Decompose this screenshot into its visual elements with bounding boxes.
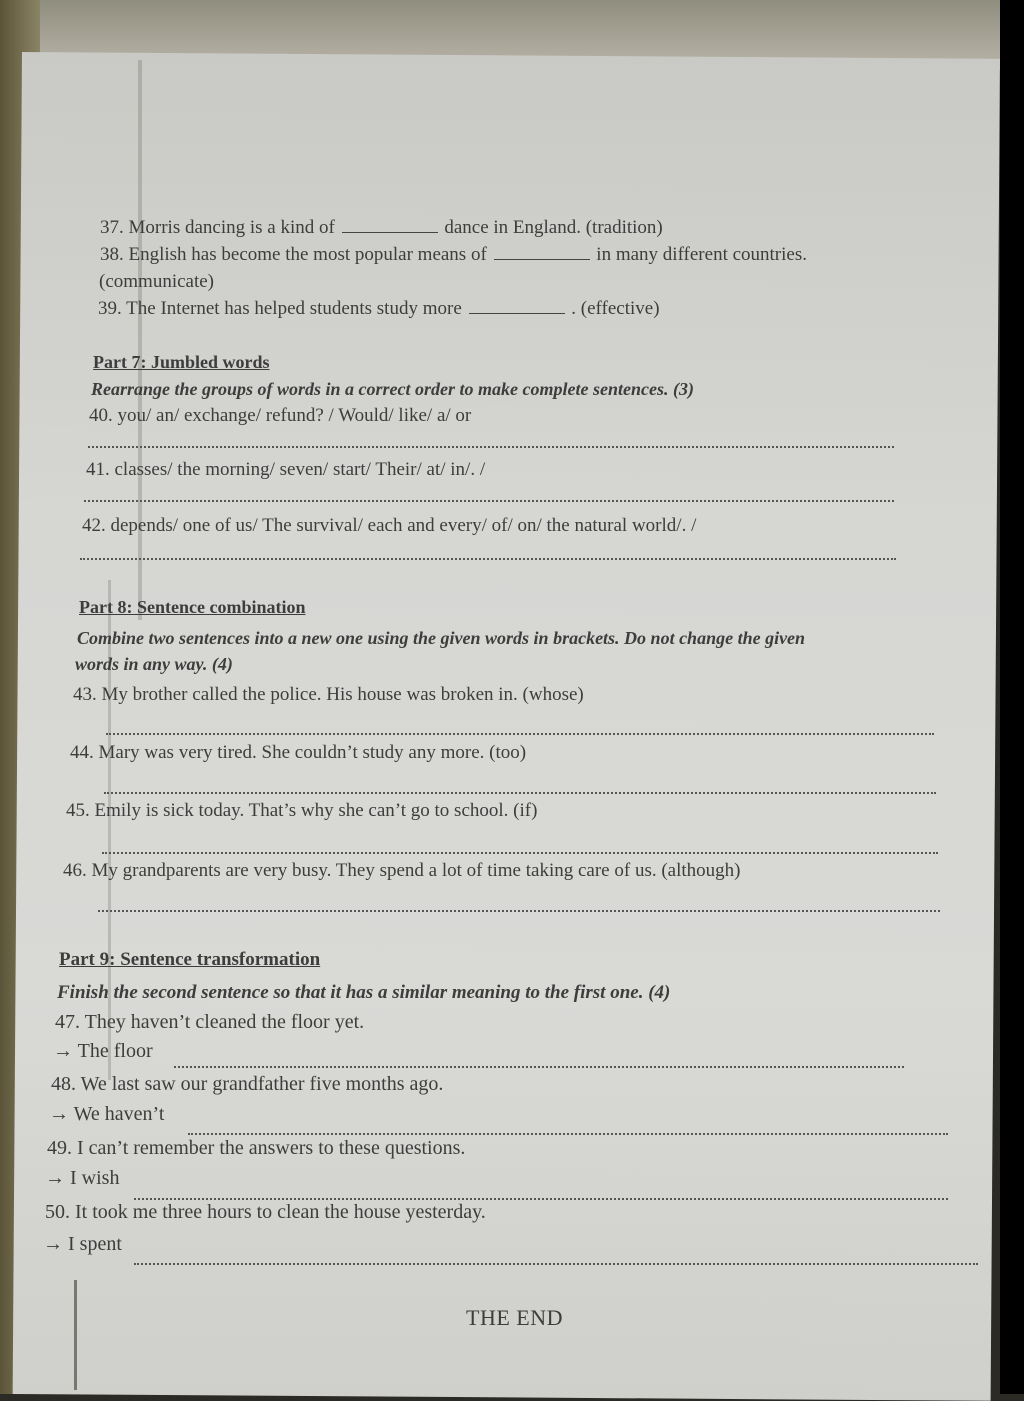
question-text: We last saw our grandfather five months ago. <box>80 1073 444 1095</box>
answer-line[interactable] <box>134 1198 948 1200</box>
question-text: classes/ the morning/ seven/ start/ Their/ at/ in/. / <box>114 459 486 480</box>
question-number: 50. <box>45 1201 70 1223</box>
question-41 <box>86 459 485 481</box>
question-38-continued: (communicate) <box>99 271 215 292</box>
question-text: English has become the most popular means of <box>128 244 487 265</box>
question-text: dance in England. (tradition) <box>444 217 663 238</box>
section-instruction: Rearrange the groups of words in a correct order to make complete sentences. (3) <box>91 379 694 399</box>
section-heading-part9: Part 9: Sentence transformation <box>59 949 321 970</box>
answer-blank[interactable] <box>494 245 590 260</box>
question-37 <box>100 217 663 239</box>
question-38 <box>100 244 807 266</box>
answer-line[interactable] <box>98 910 940 912</box>
question-number: 48. <box>51 1073 76 1095</box>
answer-blank[interactable] <box>342 218 438 233</box>
question-48 <box>51 1073 443 1095</box>
question-46 <box>63 860 740 882</box>
question-text: in many different countries. <box>596 244 807 265</box>
answer-prompt: → I wish <box>45 1167 120 1189</box>
question-text: . (effective) <box>571 298 660 319</box>
screen-edge <box>1000 0 1024 1394</box>
question-39 <box>98 298 660 320</box>
question-47 <box>55 1011 364 1033</box>
question-number: 46. <box>63 860 87 881</box>
question-text: It took me three hours to clean the house yesterday. <box>75 1201 486 1223</box>
end-marker: THE END <box>466 1305 563 1330</box>
question-text: I can’t remember the answers to these questions. <box>77 1137 466 1159</box>
section-heading-part7: Part 7: Jumbled words <box>93 352 270 372</box>
question-number: 47. <box>55 1011 80 1033</box>
question-43 <box>73 684 584 706</box>
answer-prompt: → The floor <box>53 1040 153 1062</box>
answer-line[interactable] <box>134 1263 978 1265</box>
question-text: you/ an/ exchange/ refund? / Would/ like/ a/ or <box>117 405 472 426</box>
answer-line[interactable] <box>88 446 894 448</box>
question-text: depends/ one of us/ The survival/ each and every/ of/ on/ the natural world/. / <box>110 515 697 536</box>
answer-line[interactable] <box>174 1066 904 1068</box>
answer-prompt: → I spent <box>43 1233 122 1255</box>
question-44 <box>70 742 526 764</box>
question-number: 41. <box>86 459 110 480</box>
question-number: 39. <box>98 298 122 319</box>
question-42 <box>82 515 696 537</box>
answer-line[interactable] <box>80 558 896 560</box>
question-number: 44. <box>70 742 94 763</box>
answer-line[interactable] <box>104 792 936 794</box>
section-heading-part8: Part 8: Sentence combination <box>79 597 306 617</box>
answer-prompt: → We haven’t <box>49 1103 165 1125</box>
question-text: Emily is sick today. That’s why she can’t go to school. (if) <box>94 800 538 821</box>
question-49 <box>47 1137 465 1159</box>
answer-line[interactable] <box>188 1133 948 1135</box>
question-number: 49. <box>47 1137 72 1159</box>
question-text: My grandparents are very busy. They spend a lot of time taking care of us. (although) <box>91 860 741 881</box>
question-text: Mary was very tired. She couldn’t study any more. (too) <box>98 742 527 763</box>
question-number: 43. <box>73 684 97 705</box>
question-text: Morris dancing is a kind of <box>128 217 335 238</box>
answer-line[interactable] <box>102 852 938 854</box>
section-instruction: words in any way. (4) <box>75 654 233 674</box>
section-instruction: Finish the second sentence so that it has a similar meaning to the first one. (4) <box>57 982 671 1003</box>
question-text: They haven’t cleaned the floor yet. <box>84 1011 365 1033</box>
question-number: 45. <box>66 800 90 821</box>
question-45 <box>66 800 537 822</box>
section-instruction: Combine two sentences into a new one using the given words in brackets. Do not change the given <box>77 628 806 648</box>
answer-line[interactable] <box>84 500 894 502</box>
question-number: 42. <box>82 515 106 536</box>
question-number: 40. <box>89 405 113 426</box>
answer-blank[interactable] <box>469 299 565 314</box>
question-50 <box>45 1201 486 1223</box>
question-text: My brother called the police. His house was broken in. (whose) <box>101 684 584 705</box>
question-text: The Internet has helped students study more <box>126 298 462 319</box>
question-number: 37. <box>100 217 124 238</box>
answer-line[interactable] <box>106 733 934 735</box>
question-40 <box>89 405 471 427</box>
question-number: 38. <box>100 244 124 265</box>
